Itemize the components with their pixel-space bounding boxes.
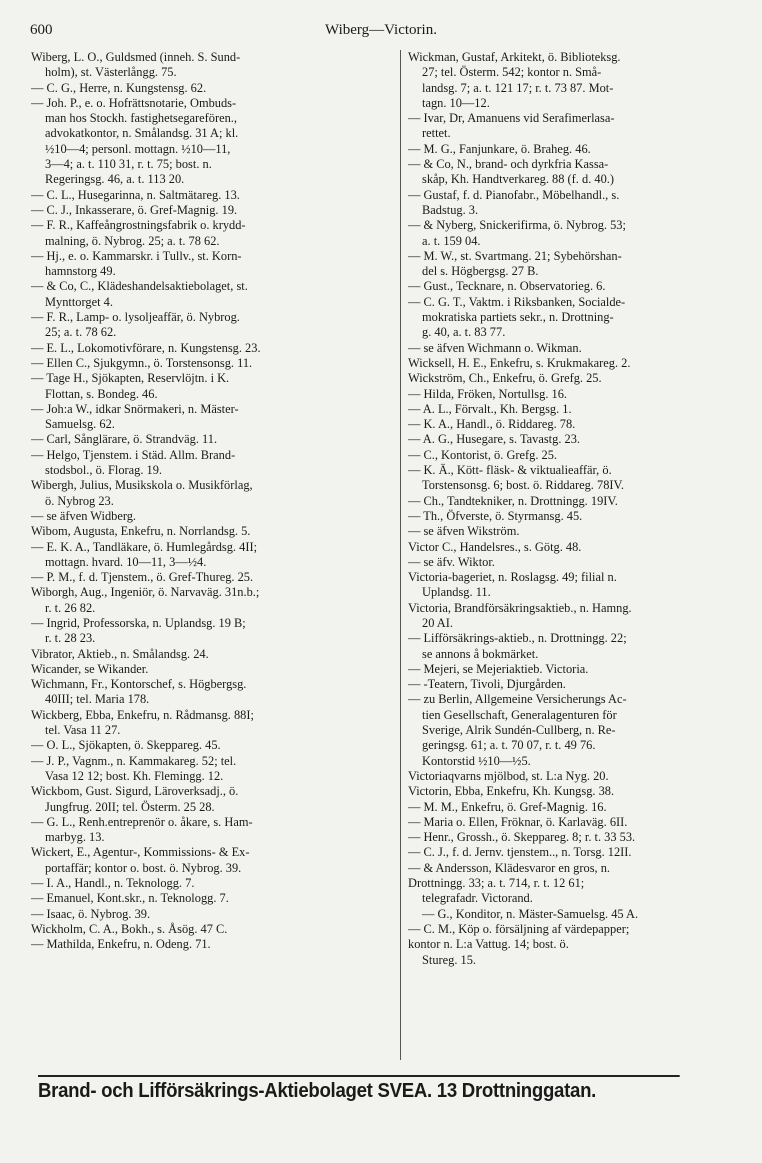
directory-line: — M. W., st. Svartmang. 21; Sybehörshan-	[408, 248, 622, 263]
directory-line: — Hilda, Fröken, Nortullsg. 16.	[408, 386, 568, 401]
directory-line: — Gust., Tecknare, n. Observatorieg. 6.	[408, 279, 606, 294]
directory-line: hamnstorg 49.	[45, 264, 116, 279]
directory-line: — Helgo, Tjenstem. i Städ. Allm. Brand-	[31, 447, 236, 462]
directory-line: 25; a. t. 78 62.	[45, 325, 117, 340]
directory-line: — O. L., Sjökapten, ö. Skeppareg. 45.	[31, 738, 221, 753]
column-divider	[400, 50, 401, 1060]
directory-line: — J. P., Vagnm., n. Kammakareg. 52; tel.	[31, 753, 237, 768]
directory-line: — Lifförsäkrings-aktieb., n. Drottningg. 22;	[408, 631, 627, 646]
directory-line: Wicksell, H. E., Enkefru, s. Krukmakareg. 2.	[408, 355, 631, 370]
directory-line: — G., Konditor, n. Mäster-Samuelsg. 45 A.	[422, 906, 639, 921]
directory-line: stodsbol., ö. Florag. 19.	[45, 463, 163, 478]
directory-line: — C. J., f. d. Jernv. tjenstem.., n. Torsg. 12II.	[408, 845, 632, 860]
directory-line: — Maria o. Ellen, Fröknar, ö. Karlaväg. 6II.	[408, 814, 628, 829]
directory-line: r. t. 26 82.	[45, 600, 96, 615]
directory-line: Wickman, Gustaf, Arkitekt, ö. Biblioteksg.	[408, 50, 621, 64]
directory-line: Vasa 12 12; bost. Kh. Flemingg. 12.	[45, 768, 224, 783]
directory-line: — C. L., Husegarinna, n. Saltmätareg. 13.	[31, 187, 240, 202]
directory-line: — Hj., e. o. Kammarskr. i Tullv., st. Korn-	[31, 248, 242, 263]
directory-line: — C., Kontorist, ö. Grefg. 25.	[408, 447, 558, 462]
directory-line: — & Andersson, Klädesvaror en gros, n.	[408, 860, 611, 875]
directory-line: r. t. 28 23.	[45, 631, 96, 646]
directory-line: holm), st. Västerlångg. 75.	[45, 65, 177, 80]
directory-line: — A. G., Husegare, s. Tavastg. 23.	[408, 432, 581, 447]
directory-line: — M. M., Enkefru, ö. Gref-Magnig. 16.	[408, 799, 607, 814]
directory-line: — -Teatern, Tivoli, Djurgården.	[408, 677, 566, 692]
directory-line: — I. A., Handl., n. Teknologg. 7.	[31, 876, 195, 891]
directory-line: — Ingrid, Professorska, n. Uplandsg. 19 B;	[31, 615, 246, 630]
directory-line: 3—4; a. t. 110 31, r. t. 75; bost. n.	[45, 157, 212, 172]
right-column	[408, 50, 748, 968]
directory-line: g. 40, a. t. 83 77.	[422, 325, 506, 340]
directory-line: — Isaac, ö. Nybrog. 39.	[31, 906, 151, 921]
directory-line: Victorin, Ebba, Enkefru, Kh. Kungsg. 38.	[408, 784, 615, 799]
directory-line: Wiberg, L. O., Guldsmed (inneh. S. Sund-	[31, 50, 241, 64]
directory-line: — F. R., Kaffeångrostningsfabrik o. krydd-	[31, 218, 246, 233]
directory-line: 20 AI.	[422, 615, 453, 630]
directory-line: Wickholm, C. A., Bokh., s. Åsög. 47 C.	[31, 921, 228, 936]
directory-line: a. t. 159 04.	[422, 233, 481, 248]
running-title: Wiberg—Victorin.	[325, 22, 437, 38]
directory-line: — & Nyberg, Snickerifirma, ö. Nybrog. 53;	[408, 218, 626, 233]
directory-line: — C. G. T., Vaktm. i Riksbanken, Socialde-	[408, 294, 626, 309]
directory-line: — M. G., Fanjunkare, ö. Braheg. 46.	[408, 141, 591, 156]
directory-line: Torstensonsg. 6; bost. ö. Riddareg. 78IV.	[422, 478, 624, 493]
directory-line: Samuelsg. 62.	[45, 417, 115, 432]
directory-line: 40III; tel. Maria 178.	[45, 692, 150, 707]
directory-line: — Ivar, Dr, Amanuens vid Serafimerlasa-	[408, 111, 615, 126]
directory-line: ö. Nybrog 23.	[45, 493, 114, 508]
directory-line: 27; tel. Österm. 542; kontor n. Små-	[422, 65, 602, 80]
directory-line: — F. R., Lamp- o. lysoljeaffär, ö. Nybrog.	[31, 310, 240, 325]
directory-line: Wiborgh, Aug., Ingeniör, ö. Narvaväg. 31n.b.;	[31, 585, 260, 600]
directory-line: — C. J., Inkasserare, ö. Gref-Magnig. 19.	[31, 202, 238, 217]
directory-line: — Mejeri, se Mejeriaktieb. Victoria.	[408, 661, 589, 676]
directory-line: Victoria-bageriet, n. Roslagsg. 49; filial n.	[408, 570, 617, 585]
directory-line: telegrafadr. Victorand.	[422, 891, 533, 906]
directory-line: — & Co, C., Klädeshandelsaktiebolaget, st.	[31, 279, 248, 294]
left-column	[31, 50, 394, 953]
directory-line: — Mathilda, Enkefru, n. Odeng. 71.	[31, 937, 211, 952]
directory-line: skåp, Kh. Handtverkareg. 88 (f. d. 40.)	[422, 172, 615, 187]
directory-line: — Henr., Grossh., ö. Skeppareg. 8; r. t. 33 53.	[408, 830, 636, 845]
directory-line: — Gustaf, f. d. Pianofabr., Möbelhandl., s.	[408, 187, 620, 202]
directory-line: Wickbom, Gust. Sigurd, Läroverksadj., ö.	[31, 784, 239, 799]
directory-line: — se äfven Wichmann o. Wikman.	[408, 340, 582, 355]
directory-line: Wibom, Augusta, Enkefru, n. Norrlandsg. 5.	[31, 524, 251, 539]
directory-line: Victoriaqvarns mjölbod, st. L:a Nyg. 20.	[408, 768, 609, 783]
directory-line: — se äfv. Wiktor.	[408, 554, 495, 569]
directory-line: malning, ö. Nybrog. 25; a. t. 78 62.	[45, 233, 220, 248]
directory-line: — E. K. A., Tandläkare, ö. Humlegårdsg. 4II;	[31, 539, 258, 554]
directory-line: Wickberg, Ebba, Enkefru, n. Rådmansg. 88I;	[31, 707, 254, 722]
directory-line: Sverige, Alrik Sundén-Cullberg, n. Re-	[422, 723, 616, 738]
advertisement-banner: Brand- och Lifförsäkrings-Aktiebolaget SVEA. 13 Drottninggatan.	[38, 1075, 680, 1103]
directory-line: — A. L., Förvalt., Kh. Bergsg. 1.	[408, 401, 572, 416]
directory-line: — E. L., Lokomotivförare, n. Kungstensg. 23.	[31, 340, 261, 355]
directory-line: — zu Berlin, Allgemeine Versicherungs Ac-	[408, 692, 627, 707]
page-header	[30, 22, 732, 44]
directory-line: Uplandsg. 11.	[422, 585, 491, 600]
directory-line: — G. L., Renh.entreprenör o. åkare, s. Ham-	[31, 814, 253, 829]
directory-line: tagn. 10—12.	[422, 95, 490, 110]
directory-line: geringsg. 61; a. t. 70 07, r. t. 49 76.	[422, 738, 596, 753]
directory-line: — Ch., Tandtekniker, n. Drottningg. 19IV.	[408, 493, 618, 508]
directory-line: marbyg. 13.	[45, 830, 105, 845]
directory-line: — Joh:a W., idkar Snörmakeri, n. Mäster-	[31, 401, 239, 416]
directory-line: Wickert, E., Agentur-, Kommissions- & Ex-	[31, 845, 250, 860]
directory-line: portaffär; kontor o. bost. ö. Nybrog. 39.	[45, 860, 242, 875]
directory-line: — se äfven Widberg.	[31, 508, 137, 523]
directory-line: Regeringsg. 46, a. t. 113 20.	[45, 172, 185, 187]
directory-line: Mynttorget 4.	[45, 294, 113, 309]
directory-line: — C. G., Herre, n. Kungstensg. 62.	[31, 80, 207, 95]
directory-line: se annons å bokmärket.	[422, 646, 539, 661]
directory-line: — Th., Öfverste, ö. Styrmansg. 45.	[408, 508, 583, 523]
directory-line: advokatkontor, n. Smålandsg. 31 A; kl.	[45, 126, 239, 141]
directory-line: — Emanuel, Kont.skr., n. Teknologg. 7.	[31, 891, 229, 906]
directory-line: — & Co, N., brand- och dyrkfria Kassa-	[408, 157, 609, 172]
directory-line: landsg. 7; a. t. 121 17; r. t. 73 87. Mot-	[422, 80, 614, 95]
page-number: 600	[30, 22, 53, 38]
directory-line: tel. Vasa 11 27.	[45, 723, 121, 738]
directory-line: rettet.	[422, 126, 451, 141]
directory-line: Badstug. 3.	[422, 202, 479, 217]
directory-line: Victoria, Brandförsäkringsaktieb., n. Hamng.	[408, 600, 632, 615]
directory-line: Vibrator, Aktieb., n. Smålandsg. 24.	[31, 646, 209, 661]
directory-line: — K. Ä., Kött- fläsk- & viktualieaffär, ö.	[408, 463, 612, 478]
directory-line: — K. A., Handl., ö. Riddareg. 78.	[408, 417, 576, 432]
directory-line: ½10—4; personl. mottagn. ½10—11,	[45, 141, 231, 156]
directory-line: — C. M., Köp o. försäljning af värdepapper;	[408, 921, 630, 936]
directory-line: — Carl, Sånglärare, ö. Strandväg. 11.	[31, 432, 218, 447]
directory-line: Drottningg. 33; a. t. 714, r. t. 12 61;	[408, 876, 585, 891]
directory-line: mokratiska partiets sekr., n. Drottning-	[422, 310, 614, 325]
directory-line: Wicander, se Wikander.	[31, 661, 149, 676]
directory-line: del s. Högbergsg. 27 B.	[422, 264, 539, 279]
directory-line: Wibergh, Julius, Musikskola o. Musikförlag,	[31, 478, 253, 493]
directory-line: Flottan, s. Bondeg. 46.	[45, 386, 158, 401]
directory-line: — se äfven Wikström.	[408, 524, 520, 539]
directory-line: Victor C., Handelsres., s. Götg. 48.	[408, 539, 582, 554]
directory-line: — Ellen C., Sjukgymn., ö. Torstensonsg. 11.	[31, 355, 253, 370]
directory-line: man hos Stockh. fastighetsegarefören.,	[45, 111, 238, 126]
directory-line: — Joh. P., e. o. Hofrättsnotarie, Ombuds-	[31, 95, 237, 110]
directory-line: kontor n. L:a Vattug. 14; bost. ö.	[408, 937, 569, 952]
directory-line: Wichmann, Fr., Kontorschef, s. Högbergsg.	[31, 677, 247, 692]
directory-line: tien Gesellschaft, Generalagenturen för	[422, 707, 617, 722]
directory-line: — Tage H., Sjökapten, Reservlöjtn. i K.	[31, 371, 230, 386]
directory-line: Wickström, Ch., Enkefru, ö. Grefg. 25.	[408, 371, 602, 386]
directory-line: Kontorstid ½10—½5.	[422, 753, 531, 768]
directory-line: Stureg. 15.	[422, 952, 477, 967]
directory-line: mottagn. hvard. 10—11, 3—½4.	[45, 554, 207, 569]
directory-line: — P. M., f. d. Tjenstem., ö. Gref-Thureg. 25.	[31, 570, 254, 585]
directory-line: Jungfrug. 20II; tel. Österm. 25 28.	[45, 799, 215, 814]
